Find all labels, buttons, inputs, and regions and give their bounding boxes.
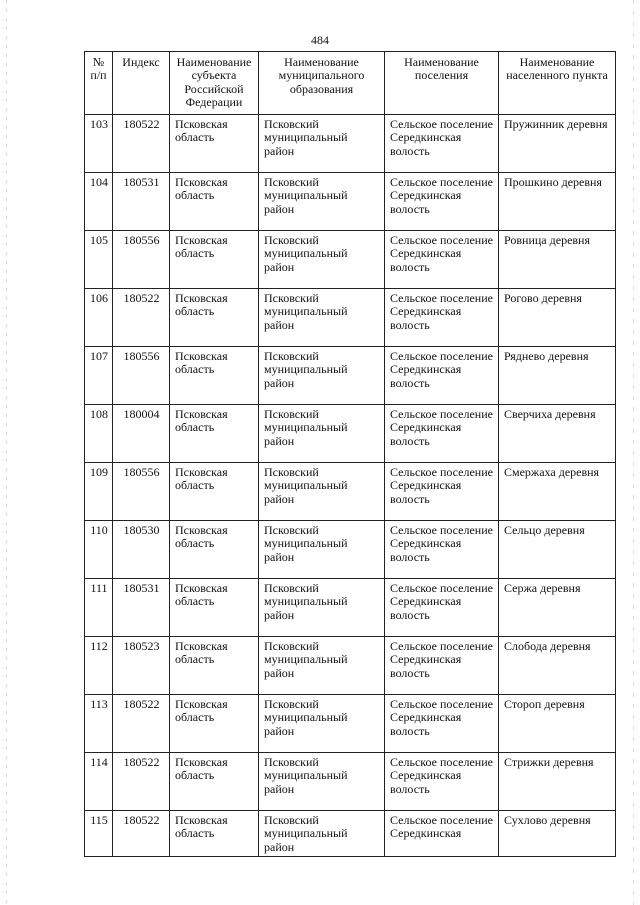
cell-settlement: Сельское поселение Середкинская волость bbox=[385, 695, 499, 753]
cell-settlement: Сельское поселение Середкинская волость bbox=[385, 521, 499, 579]
cell-region: Псковская область bbox=[170, 579, 259, 637]
table-row bbox=[85, 115, 616, 173]
header-num: № п/п bbox=[85, 52, 113, 115]
cell-settlement: Сельское поселение Середкинская волость bbox=[385, 347, 499, 405]
cell-index: 180522 bbox=[113, 695, 170, 753]
header-settlement: Наименование поселения bbox=[385, 52, 499, 115]
cell-region: Псковская область bbox=[170, 521, 259, 579]
cell-num: 111 bbox=[85, 579, 113, 637]
cell-locality: Смержаха деревня bbox=[499, 463, 616, 521]
cell-locality: Слобода деревня bbox=[499, 637, 616, 695]
table-row bbox=[85, 173, 616, 231]
cell-num: 110 bbox=[85, 521, 113, 579]
cell-region: Псковская область bbox=[170, 115, 259, 173]
table-row bbox=[85, 695, 616, 753]
cell-settlement: Сельское поселение Середкинская волость bbox=[385, 173, 499, 231]
table-row bbox=[85, 347, 616, 405]
cell-num: 112 bbox=[85, 637, 113, 695]
table-row bbox=[85, 637, 616, 695]
cell-locality: Сержа деревня bbox=[499, 579, 616, 637]
cell-locality: Ряднево деревня bbox=[499, 347, 616, 405]
cell-municipality: Псковский муниципальный район bbox=[259, 811, 385, 857]
table-row bbox=[85, 811, 616, 857]
cell-num: 106 bbox=[85, 289, 113, 347]
cell-region: Псковская область bbox=[170, 811, 259, 857]
cell-num: 114 bbox=[85, 753, 113, 811]
table-row bbox=[85, 521, 616, 579]
header-region: Наименование субъекта Российской Федерации bbox=[170, 52, 259, 115]
header-index: Индекс bbox=[113, 52, 170, 115]
cell-municipality: Псковский муниципальный район bbox=[259, 695, 385, 753]
cell-settlement: Сельское поселение Середкинская bbox=[385, 811, 499, 857]
cell-municipality: Псковский муниципальный район bbox=[259, 347, 385, 405]
cell-settlement: Сельское поселение Середкинская волость bbox=[385, 637, 499, 695]
cell-locality: Сверчиха деревня bbox=[499, 405, 616, 463]
cell-settlement: Сельское поселение Середкинская волость bbox=[385, 463, 499, 521]
cell-locality: Ровница деревня bbox=[499, 231, 616, 289]
cell-locality: Сельцо деревня bbox=[499, 521, 616, 579]
cell-municipality: Псковский муниципальный район bbox=[259, 637, 385, 695]
cell-municipality: Псковский муниципальный район bbox=[259, 753, 385, 811]
localities-table bbox=[84, 51, 616, 857]
cell-locality: Стороп деревня bbox=[499, 695, 616, 753]
cell-municipality: Псковский муниципальный район bbox=[259, 115, 385, 173]
scan-edge-left bbox=[6, 0, 7, 905]
cell-index: 180522 bbox=[113, 753, 170, 811]
cell-num: 103 bbox=[85, 115, 113, 173]
cell-index: 180522 bbox=[113, 811, 170, 857]
cell-index: 180531 bbox=[113, 173, 170, 231]
cell-index: 180556 bbox=[113, 463, 170, 521]
cell-locality: Прошкино деревня bbox=[499, 173, 616, 231]
cell-index: 180522 bbox=[113, 289, 170, 347]
cell-num: 107 bbox=[85, 347, 113, 405]
cell-region: Псковская область bbox=[170, 463, 259, 521]
table-row bbox=[85, 289, 616, 347]
cell-municipality: Псковский муниципальный район bbox=[259, 173, 385, 231]
cell-num: 113 bbox=[85, 695, 113, 753]
table-row bbox=[85, 753, 616, 811]
header-municipality: Наименование муниципального образования bbox=[259, 52, 385, 115]
cell-region: Псковская область bbox=[170, 231, 259, 289]
cell-settlement: Сельское поселение Середкинская волость bbox=[385, 405, 499, 463]
cell-index: 180556 bbox=[113, 231, 170, 289]
header-locality: Наименование населенного пункта bbox=[499, 52, 616, 115]
cell-index: 180522 bbox=[113, 115, 170, 173]
cell-region: Псковская область bbox=[170, 173, 259, 231]
cell-index: 180530 bbox=[113, 521, 170, 579]
cell-locality: Стрижки деревня bbox=[499, 753, 616, 811]
cell-num: 115 bbox=[85, 811, 113, 857]
cell-settlement: Сельское поселение Середкинская волость bbox=[385, 579, 499, 637]
table-row bbox=[85, 463, 616, 521]
cell-region: Псковская область bbox=[170, 347, 259, 405]
table-row bbox=[85, 579, 616, 637]
cell-index: 180556 bbox=[113, 347, 170, 405]
cell-municipality: Псковский муниципальный район bbox=[259, 231, 385, 289]
cell-settlement: Сельское поселение Середкинская волость bbox=[385, 289, 499, 347]
cell-region: Псковская область bbox=[170, 695, 259, 753]
cell-locality: Сухлово деревня bbox=[499, 811, 616, 857]
page-number: 484 bbox=[311, 33, 329, 47]
scan-edge-right bbox=[633, 0, 634, 905]
cell-index: 180531 bbox=[113, 579, 170, 637]
cell-settlement: Сельское поселение Середкинская волость bbox=[385, 753, 499, 811]
cell-num: 105 bbox=[85, 231, 113, 289]
cell-region: Псковская область bbox=[170, 637, 259, 695]
cell-locality: Пружинник деревня bbox=[499, 115, 616, 173]
cell-municipality: Псковский муниципальный район bbox=[259, 405, 385, 463]
cell-municipality: Псковский муниципальный район bbox=[259, 521, 385, 579]
cell-region: Псковская область bbox=[170, 289, 259, 347]
cell-region: Псковская область bbox=[170, 753, 259, 811]
cell-region: Псковская область bbox=[170, 405, 259, 463]
cell-index: 180523 bbox=[113, 637, 170, 695]
cell-num: 104 bbox=[85, 173, 113, 231]
cell-settlement: Сельское поселение Середкинская волость bbox=[385, 231, 499, 289]
cell-index: 180004 bbox=[113, 405, 170, 463]
cell-num: 109 bbox=[85, 463, 113, 521]
table-header-row bbox=[85, 52, 616, 115]
cell-settlement: Сельское поселение Середкинская волость bbox=[385, 115, 499, 173]
cell-municipality: Псковский муниципальный район bbox=[259, 579, 385, 637]
table-row bbox=[85, 405, 616, 463]
cell-locality: Рогово деревня bbox=[499, 289, 616, 347]
cell-municipality: Псковский муниципальный район bbox=[259, 463, 385, 521]
cell-municipality: Псковский муниципальный район bbox=[259, 289, 385, 347]
cell-num: 108 bbox=[85, 405, 113, 463]
table-row bbox=[85, 231, 616, 289]
